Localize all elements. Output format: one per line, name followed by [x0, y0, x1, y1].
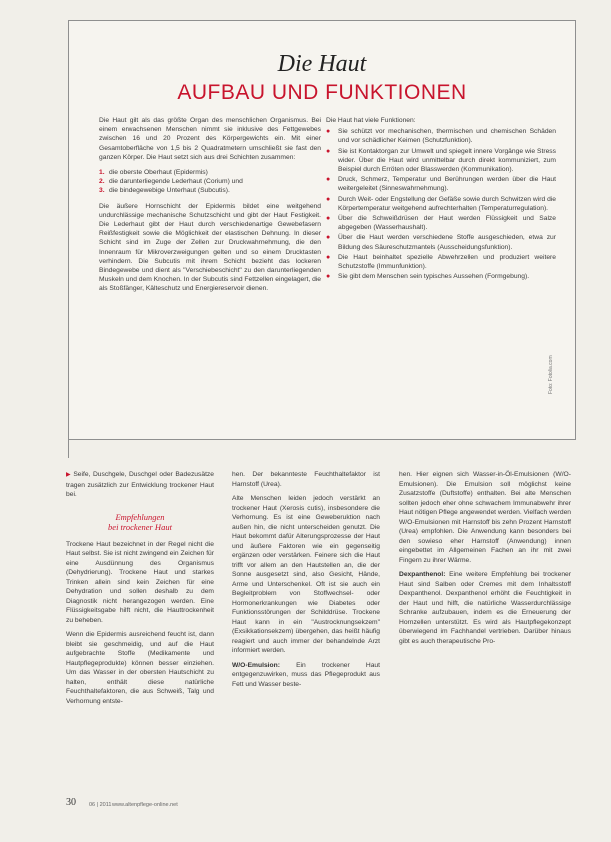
box-title: Die Haut [277, 51, 367, 77]
inline-heading: Dexpanthenol: [399, 571, 446, 578]
paragraph: Trockene Haut bezeichnet in der Regel nicht die Haut selbst. Sie ist nicht zwingend ein Zeichen für eine Ausdünnung des Organismus (Dehydrierung). Trockene Haut und starkes Trinken allein sind kein Zeichen für eine Dehydration und sollen deshalb zu dem Diagnostik nicht herangezogen werden. Eine Flüssigkeitsgabe hilft nicht, die Hauttrockenheit zu beheben. [66, 540, 214, 624]
list-number: 3. [99, 187, 105, 195]
list-item: ● Sie gibt dem Menschen sein typisches Aussehen (Formgebung). [326, 272, 556, 281]
paragraph: hen. Hier eignen sich Wasser-in-Öl-Emulsionen (W/O-Emulsionen). Die Emulsion soll möglichst keine Zusatzstoffe (Duftstoffe) enthalten. Bei alte Menschen sollten jedoch eher ohne schwachem Immunabwehr ihrer Haut nötigen Pflege angewendet werden. Vielfach werden W/O-Emulsionen mit Harnstoff bis zehn Prozent Harnstoff (Urea) empfohlen. Die Anwendung kann besonders bei den sowieso eher Harnstoff (Anwendung) innen eingebettet im Allgemeinen Fachen an ihr mit zwei Fingern zu ihrer Wärme. [399, 471, 572, 564]
section-subheading: Empfehlungen bei trockener Haut [108, 511, 172, 532]
list-item: ● Sie ist Kontaktorgan zur Umwelt und spiegelt innere Vorgänge wie Stress wider. Über die Haut wird unmittelbar durch direkt kommuniziert, zum Beispiel durch Erröten oder Blasswerden (Kommunikation). [326, 147, 556, 175]
triangle-bullet-icon: ▶ [66, 472, 72, 478]
list-item: ● Die Haut beinhaltet spezielle Abwehrzellen und produziert weitere Schutzstoffe (Immunfunktion). [326, 253, 556, 271]
list-item [99, 177, 321, 186]
article-column-1 [66, 470, 214, 711]
functions-heading: Die Haut hat viele Funktionen: [326, 117, 416, 124]
list-item: ● Durch Weit- oder Engstellung der Gefäße sowie durch Schwitzen wird die Körpertemperatur weitgehend aufrechterhalten (Temperaturregulation). [326, 195, 556, 213]
list-item [99, 168, 321, 177]
list-item: ● Sie schützt vor mechanischen, thermischen und chemischen Schäden und vor schädlicher Keimen (Schutzfunktion). [326, 127, 556, 145]
inline-heading: W/O-Emulsion: [232, 661, 280, 669]
box-subtitle: AUFBAU UND FUNKTIONEN [177, 81, 467, 104]
box-intro-paragraph: Die Haut gilt als das größte Organ des menschlichen Organismus. Bei einem erwachsenen Menschen nimmt sie inklusive des Fettgewebes zwischen 16 und 20 Prozent des Körpergewichts ein. Mit einer Gesamtoberfläche von 1,5 bis 2 Quadratmetern umschließt sie fast den ganzen Körper. Die Haut setzt sich aus drei Schichten zusammen: [99, 117, 321, 161]
list-item [99, 186, 321, 195]
paragraph: Dexpanthenol: Eine weitere Empfehlung bei trockener Haut sind Salben oder Cremes mit dem Inhaltsstoff Dexpanthenol. Dexpanthenol erhöht die Feuchtigkeit in der Haut und hilft, die natürliche Wasserdurchlässige Schranke aufzubauen, indem es die Erneuerung der Hornzellen unterstützt. Es wird als Hautpflegekonzept überwiegend im Fachhandel vertrieben. Darüber hinaus gibt es auch therapeutische Pro- [399, 571, 571, 645]
list-item: ● Über die Schweißdrüsen der Haut werden Flüssigkeit und Salze abgegeben (Wasserhaushalt). [326, 214, 556, 232]
article-column-2 [232, 470, 380, 694]
functions-list [326, 127, 556, 281]
info-box [68, 20, 576, 440]
paragraph: W/O-Emulsion: Ein trockener Haut entgegenzuwirken, muss das Pflegeprodukt aus Fett und Wasser beste- [232, 661, 381, 688]
page-number: 30 [66, 797, 76, 808]
paragraph: hen. Der bekannteste Feuchthaltefaktor ist Harnstoff (Urea). [232, 471, 380, 488]
box-left-column [99, 116, 321, 300]
paragraph: Alte Menschen leiden jedoch verstärkt an trockener Haut (Xerosis cutis), insbesondere die Verhornung. Es ist eine Geweberuktion nach außen hin, die nicht unterscheiden genutzt. Die Haut bekommt dafür Alterungsprozesse der Haut und äußere Faktoren wie ein gegenseitig ergänzen oder verstärken. Feinere sich die Haut trifft vor allem an den Hautstellen an, die der Sonne ausgesetzt sind, also Gesicht, Hände, Arme und Unterschenkel. Oft ist sie auch ein Begleitproblem von Stoffwechsel- oder Hormonerkrankungen wie Diabetes oder Funktionsstörungen der Schilddrüse. Trockene Haut kann in ein "Austrocknungsekzem" (Exsikkationsekzem) übergehen, das heißt häufig reagiert und auch immer der behandelnde Arzt informiert werden. [232, 495, 380, 654]
article-column-3 [399, 470, 571, 651]
lead-paragraph: ▶ Seife, Duschgele, Duschgel oder Badezusätze tragen zusätzlich zur Entwicklung trockener Haut bei. [66, 471, 214, 498]
page-footer [66, 797, 571, 814]
photo-credit: Foto: Fotolia.com [548, 355, 554, 394]
divider-line [68, 440, 69, 458]
box-right-column [326, 116, 556, 282]
paragraph: Wenn die Epidermis ausreichend feucht ist, dann bleibt sie geschmeidig, und auf die Haut aufgebrachte Stoffe (Medikamente und Hautpflegeprodukte) können besser einziehen. Um das Wasser in der obersten Hautschicht zu halten, enthält diese natürliche Feuchthaltefaktoren, die aus Schweiß, Talg und Verhornung entste- [66, 631, 214, 705]
issue-label: 06 | 2011 [89, 802, 112, 808]
box-second-paragraph: Die äußere Hornschicht der Epidermis bildet eine weitgehend undurchlässige mechanische Schutzschicht und gibt der Haut Festigkeit. Die Lederhaut gibt der Haut durch verschiedenartige Gewebefasern Reißfestigkeit sowie die Möglichkeit der elastischen Dehnung. In dieser Schicht sind im Zuge der Zellen zur Druckwahrnehmung, die den Innenraum für Mikroverzweigungen gelten und so einem Drucktasten verhindern. Die Subcutis mit ihrem Schicht bezieht das lockeren Bindegewebe und dient als "Verschiebeschicht" zu den darunterliegenden Muskeln und dem Knochen. In der Subcutis sind Fettzellen eingelagert, die als Stoßfänger, Kälteschutz und Energiereservoir dienen. [99, 202, 321, 293]
website-link[interactable]: www.altenpflege-online.net [112, 802, 178, 808]
skin-layers-list [99, 168, 321, 196]
list-item-text: die oberste Oberhaut (Epidermis) [109, 169, 208, 177]
list-item: ● Druck, Schmerz, Temperatur und Berührungen werden über die Haut weitergeleitet (Sinneswahrnehmung). [326, 175, 556, 193]
list-item: ● Über die Haut werden verschiedene Stoffe ausgeschieden, etwa zur Bildung des Säureschutzmantels (Ausscheidungsfunktion). [326, 233, 556, 251]
list-item-text: die bindegewebige Unterhaut (Subcutis). [109, 187, 230, 195]
list-number: 2. [99, 178, 105, 186]
list-item-text: die darunterliegende Lederhaut (Corium) und [109, 178, 243, 186]
list-number: 1. [99, 169, 105, 177]
